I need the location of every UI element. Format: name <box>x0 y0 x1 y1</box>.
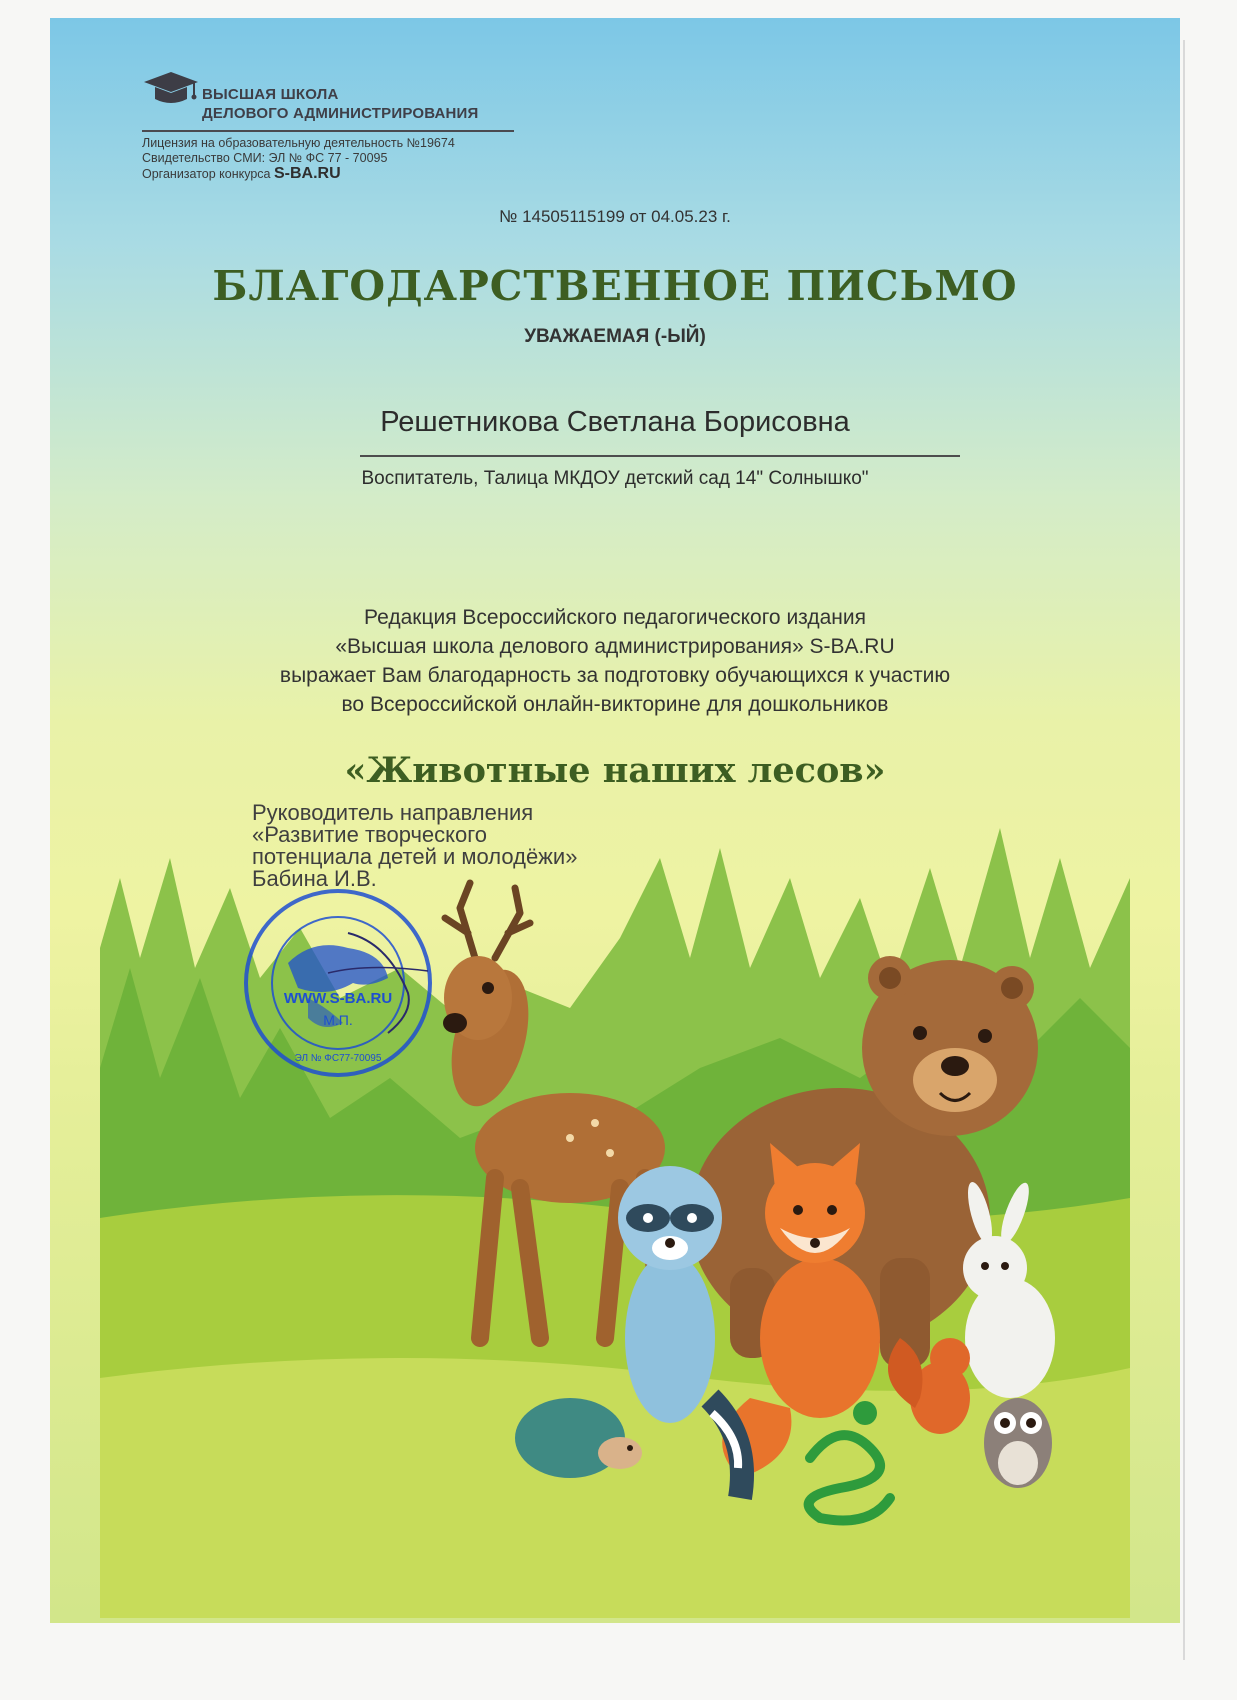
org-name-line-2: ДЕЛОВОГО АДМИНИСТРИРОВАНИЯ <box>202 105 479 122</box>
header-rule <box>142 130 514 132</box>
signature-name: Бабина И.В. <box>252 866 377 891</box>
signature-department-2: потенциала детей и молодёжи» <box>252 844 578 869</box>
signature-department-1: «Развитие творческого <box>252 822 488 847</box>
org-name-line-1: ВЫСШАЯ ШКОЛА <box>202 86 339 103</box>
greeting: УВАЖАЕМАЯ (-ЫЙ) <box>524 326 706 347</box>
certificate-sheet <box>50 18 1180 1623</box>
organizer-line <box>142 166 455 182</box>
organizer-site: S-BA.RU <box>274 165 341 182</box>
graduation-cap-icon <box>142 66 200 110</box>
letter-body <box>50 603 1180 719</box>
official-stamp <box>238 883 438 1083</box>
document-title: БЛАГОДАРСТВЕННОЕ ПИСЬМО <box>212 262 1018 310</box>
scan-edge <box>1183 40 1185 1660</box>
name-underline <box>360 455 960 457</box>
organizer-label: Организатор конкурса <box>142 167 271 181</box>
recipient-name: Решетникова Светлана Борисовна <box>380 406 850 438</box>
body-line: во Всероссийской онлайн-викторине для дошкольников <box>341 693 889 716</box>
owl-illustration <box>984 1398 1052 1488</box>
quiz-title: «Животные наших лесов» <box>344 750 886 791</box>
stamp-mark: М.П. <box>323 1012 353 1028</box>
signature-role: Руководитель направления <box>252 800 534 825</box>
certificate-text: Свидетельство СМИ: ЭЛ № ФС 77 - 70095 <box>142 151 388 165</box>
stamp-number: ЭЛ № ФС77-70095 <box>294 1053 382 1064</box>
meadow-front <box>100 1358 1130 1618</box>
document-number: № 14505115199 от 04.05.23 г. <box>499 207 731 226</box>
body-line: выражает Вам благодарность за подготовку обучающихся к участию <box>279 664 951 687</box>
body-line: Редакция Всероссийского педагогического издания <box>364 606 866 629</box>
license-text: Лицензия на образовательную деятельность №19674 <box>142 136 455 150</box>
body-line: «Высшая школа делового администрирования» S-BA.RU <box>335 635 895 658</box>
stamp-website: WWW.S-BA.RU <box>283 990 393 1007</box>
recipient-position: Воспитатель, Талица МКДОУ детский сад 14" Солнышко" <box>361 468 869 489</box>
signature-block <box>252 802 577 890</box>
license-block <box>142 136 455 182</box>
